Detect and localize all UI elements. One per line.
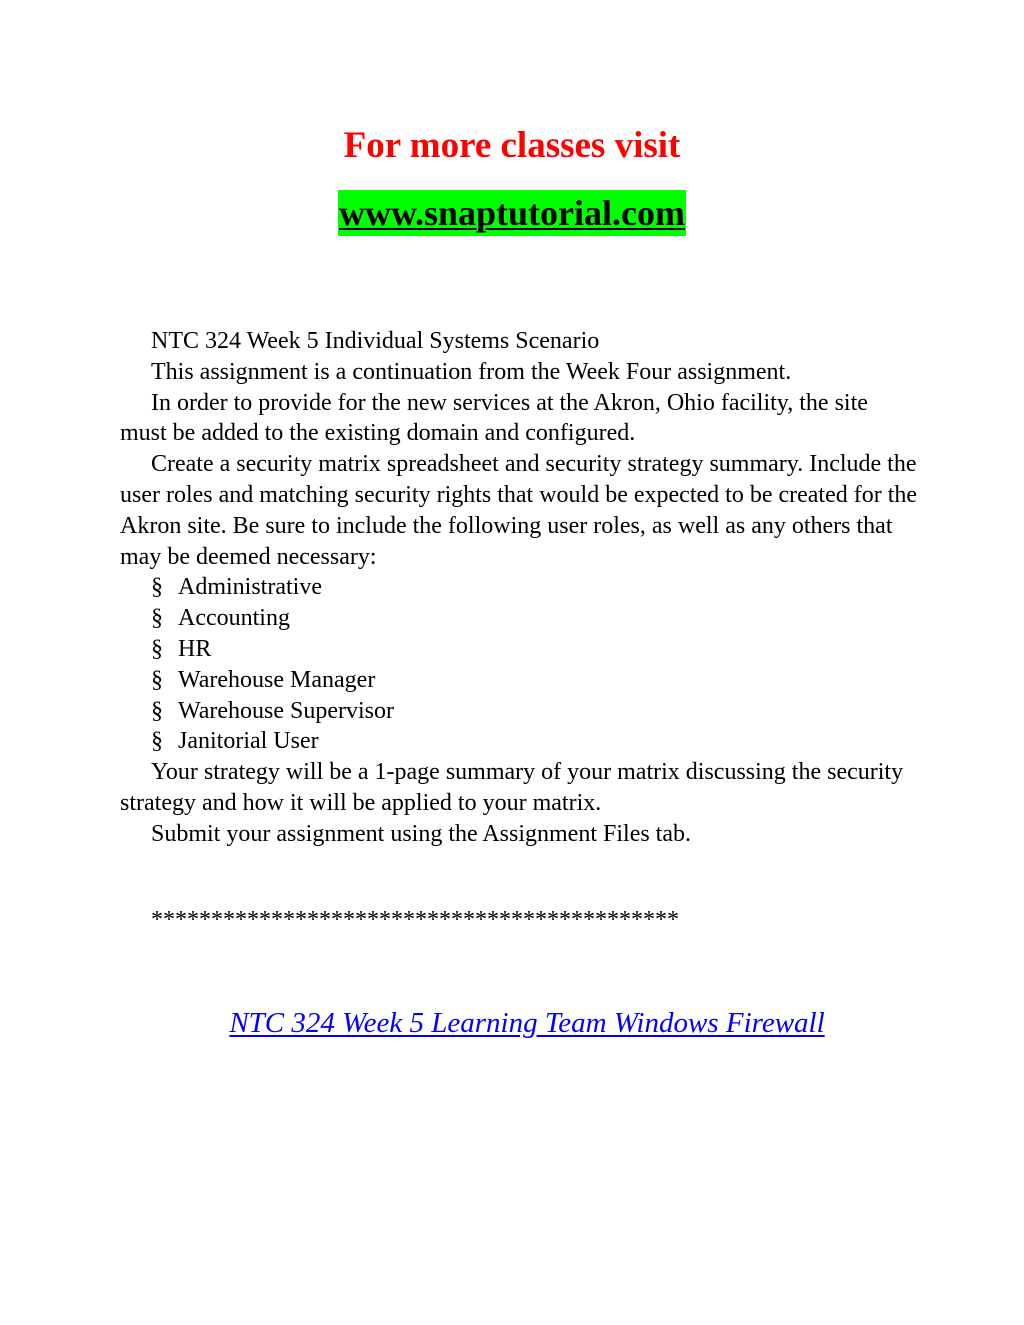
list-item: [120, 603, 920, 634]
promo-title: For more classes visit: [343, 125, 681, 166]
assignment-body: [120, 326, 920, 850]
list-item: [120, 665, 920, 696]
next-assignment-link[interactable]: NTC 324 Week 5 Learning Team Windows Firewall: [229, 1007, 825, 1039]
role-label: Accounting: [178, 605, 290, 632]
section-mark-icon: §: [151, 605, 163, 632]
list-item: [120, 696, 920, 727]
role-label: Janitorial User: [178, 728, 319, 755]
assignment-heading: NTC 324 Week 5 Individual Systems Scenario: [151, 328, 600, 354]
paragraph-strategy: Your strategy will be a 1-page summary of your matrix discussing the security strategy and how it will be applied to your matrix.: [120, 759, 904, 816]
list-item: [120, 634, 920, 665]
role-label: Administrative: [178, 574, 322, 601]
promo-link-container: [0, 190, 1024, 236]
paragraph-akron-site: In order to provide for the new services at the Akron, Ohio facility, the site must be added to the existing domain and configured.: [120, 389, 868, 447]
section-mark-icon: §: [151, 697, 163, 724]
role-label: Warehouse Manager: [178, 666, 376, 693]
role-label: Warehouse Supervisor: [178, 697, 395, 724]
list-item: [120, 572, 920, 603]
list-item: [120, 726, 920, 757]
section-mark-icon: §: [151, 666, 163, 693]
section-mark-icon: §: [151, 728, 163, 755]
separator-line: ********************************************: [151, 907, 679, 933]
section-mark-icon: §: [151, 635, 163, 662]
paragraph-security-matrix: Create a security matrix spreadsheet and security strategy summary. Include the user roles and matching security rights that would be expected to be created for the Akron site. Be sure to include the following user roles, as well as any others that may be deemed necessary:: [120, 451, 918, 570]
section-mark-icon: §: [151, 574, 163, 601]
role-label: HR: [178, 635, 212, 662]
snaptutorial-link[interactable]: www.snaptutorial.com: [338, 190, 686, 236]
paragraph-continuation: This assignment is a continuation from the Week Four assignment.: [151, 358, 792, 385]
paragraph-submit: Submit your assignment using the Assignment Files tab.: [151, 820, 691, 847]
footer-link-container: [0, 1005, 1024, 1041]
